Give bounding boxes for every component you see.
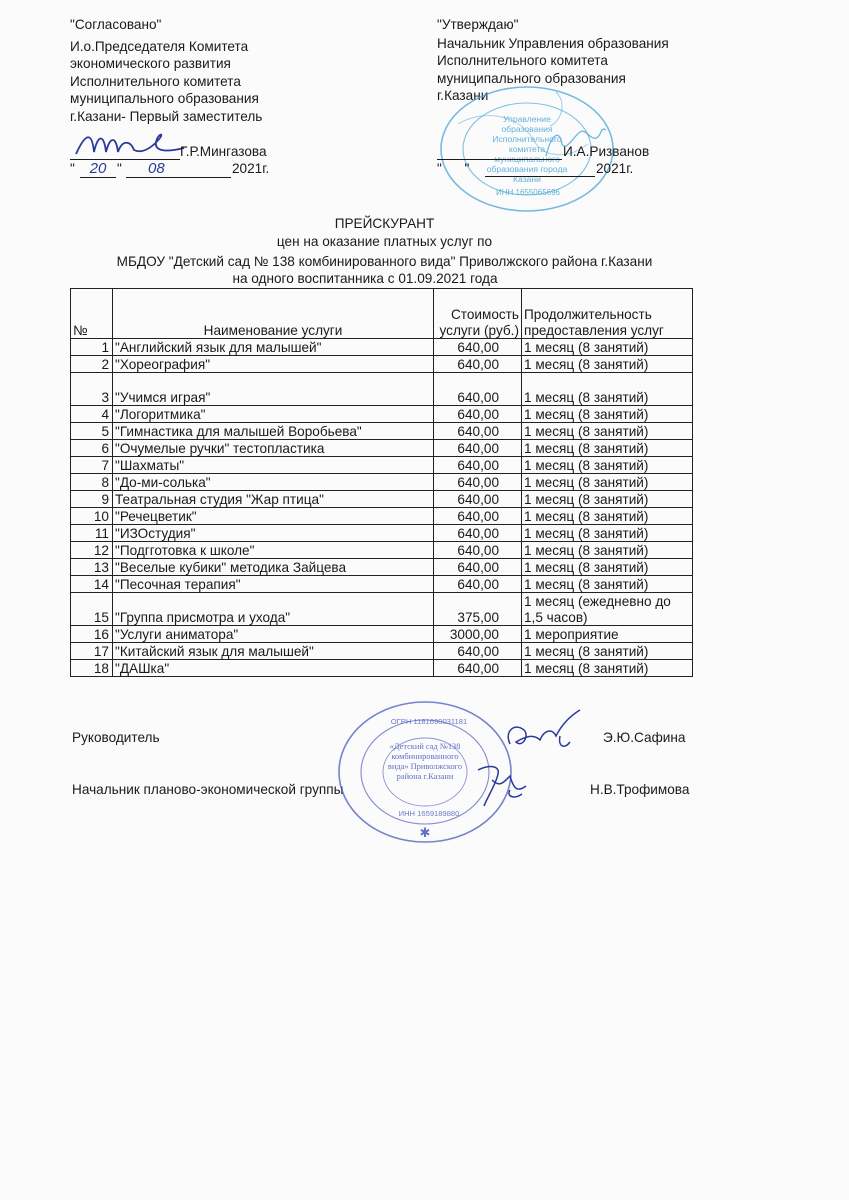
approval-stamp-inn: ИНН 1655065696 (495, 188, 561, 197)
table-row (71, 525, 693, 542)
econ-label: Начальник планово-экономической группы (72, 782, 344, 797)
row-duration: 1 месяц (8 занятий) (522, 356, 693, 373)
organization-stamp-text: «Детский сад №138 комбинированного вида» Приволжского района г.Казани (387, 742, 463, 781)
table-header-row (71, 289, 693, 339)
row-number: 3 (71, 373, 113, 406)
left-line: муниципального образования (70, 91, 259, 106)
title-line-1: цен на оказание платных услуг по (276, 234, 493, 249)
row-duration: 1 месяц (8 занятий) (522, 491, 693, 508)
row-duration: 1 месяц (8 занятий) (522, 508, 693, 525)
row-number: 13 (71, 559, 113, 576)
left-date-day: 20 (80, 160, 116, 178)
row-number: 8 (71, 474, 113, 491)
row-price: 640,00 (434, 660, 522, 677)
header-duration-line: предоставления услуг (524, 322, 664, 338)
left-date-close-quote: " (117, 161, 122, 176)
header-service-name: Наименование услуги (113, 289, 434, 339)
row-number: 14 (71, 576, 113, 593)
econ-name: Н.В.Трофимова (590, 782, 690, 797)
row-number: 15 (71, 593, 113, 626)
row-service-name: "Подгготовка к школе" (113, 542, 434, 559)
row-price: 640,00 (434, 576, 522, 593)
row-price: 640,00 (434, 339, 522, 356)
table-row (71, 423, 693, 440)
row-price: 640,00 (434, 508, 522, 525)
row-number: 1 (71, 339, 113, 356)
row-duration: 1 месяц (8 занятий) (522, 660, 693, 677)
row-duration: 1 месяц (8 занятий) (522, 339, 693, 356)
left-date-month: 08 (126, 160, 231, 178)
row-number: 6 (71, 440, 113, 457)
left-line: г.Казани- Первый заместитель (70, 109, 263, 124)
right-line: г.Казани (437, 88, 489, 103)
row-number: 17 (71, 643, 113, 660)
row-number: 16 (71, 626, 113, 643)
row-duration: 1 месяц (8 занятий) (522, 559, 693, 576)
row-duration: 1 месяц (8 занятий) (522, 373, 693, 406)
row-service-name: "Веселые кубики" методика Зайцева (113, 559, 434, 576)
right-line: Начальник Управления образования (437, 36, 669, 51)
table-row (71, 542, 693, 559)
row-price: 640,00 (434, 525, 522, 542)
row-service-name: "ДАШка" (113, 660, 434, 677)
row-service-name: "Логоритмика" (113, 406, 434, 423)
row-duration: 1 мероприятие (522, 626, 693, 643)
header-duration-line: Продолжительность (524, 307, 652, 322)
approval-stamp-text: Управление образования Исполнительного комитета муниципального образования города Казани (486, 114, 568, 184)
row-number: 5 (71, 423, 113, 440)
right-date-line (485, 176, 595, 177)
row-service-name: "Очумелые ручки" тестопластика (113, 440, 434, 457)
right-line: Исполнительного комитета (437, 53, 608, 68)
table-row (71, 373, 693, 406)
row-duration: 1 месяц (8 занятий) (522, 474, 693, 491)
econ-handwritten-signature (470, 760, 540, 810)
header-duration (522, 289, 693, 339)
table-row (71, 643, 693, 660)
row-service-name: "Речецветик" (113, 508, 434, 525)
right-date-quotes: " " (437, 161, 470, 176)
row-number: 7 (71, 457, 113, 474)
row-service-name: "ИЗОстудия" (113, 525, 434, 542)
row-duration: 1 месяц (ежедневно до 1,5 часов) (522, 593, 693, 626)
left-line: Исполнительного комитета (70, 74, 241, 89)
table-row (71, 457, 693, 474)
row-service-name: "Шахматы" (113, 457, 434, 474)
row-number: 4 (71, 406, 113, 423)
left-date-open-quote: " (70, 161, 75, 176)
row-duration: 1 месяц (8 занятий) (522, 440, 693, 457)
row-duration: 1 месяц (8 занятий) (522, 576, 693, 593)
right-line: муниципального образования (437, 71, 626, 86)
row-number: 10 (71, 508, 113, 525)
row-price: 640,00 (434, 643, 522, 660)
table-row (71, 339, 693, 356)
row-price: 375,00 (434, 593, 522, 626)
row-service-name: "Гимнастика для малышей Воробьева" (113, 423, 434, 440)
row-duration: 1 месяц (8 занятий) (522, 457, 693, 474)
title-line-3: на одного воспитанника с 01.09.2021 года (232, 271, 498, 286)
row-duration: 1 месяц (8 занятий) (522, 406, 693, 423)
row-number: 18 (71, 660, 113, 677)
right-date-year: 2021г. (596, 161, 634, 176)
table-row (71, 576, 693, 593)
table-row (71, 508, 693, 525)
row-duration: 1 месяц (8 занятий) (522, 643, 693, 660)
row-service-name: "Китайский язык для малышей" (113, 643, 434, 660)
table-row (71, 406, 693, 423)
row-number: 11 (71, 525, 113, 542)
right-signer-name: И.А.Ризванов (563, 144, 650, 159)
document-title: ПРЕЙСКУРАНТ (334, 216, 435, 231)
left-heading: "Согласовано" (70, 17, 162, 32)
table-row (71, 491, 693, 508)
table-row (71, 660, 693, 677)
row-service-name: "Группа присмотра и ухода" (113, 593, 434, 626)
header-cost-line: услуги (руб.) (439, 322, 519, 338)
head-label: Руководитель (72, 730, 160, 745)
stamp-star-icon: ✱ (419, 826, 431, 841)
row-number: 2 (71, 356, 113, 373)
row-price: 640,00 (434, 440, 522, 457)
left-line: экономического развития (70, 56, 231, 71)
organization-stamp-ogrn: ОГРН 1181690031181 (390, 717, 468, 726)
table-row (71, 440, 693, 457)
row-price: 640,00 (434, 423, 522, 440)
row-price: 3000,00 (434, 626, 522, 643)
row-price: 640,00 (434, 406, 522, 423)
header-number: № (71, 289, 113, 339)
price-table (70, 288, 693, 677)
row-price: 640,00 (434, 373, 522, 406)
row-service-name: "Хореография" (113, 356, 434, 373)
row-price: 640,00 (434, 457, 522, 474)
row-price: 640,00 (434, 474, 522, 491)
row-service-name: "Английский язык для малышей" (113, 339, 434, 356)
right-heading: "Утверждаю" (437, 17, 519, 32)
row-service-name: "Учимся играя" (113, 373, 434, 406)
left-line: И.о.Председателя Комитета (70, 39, 249, 54)
row-service-name: "Песочная терапия" (113, 576, 434, 593)
row-duration: 1 месяц (8 занятий) (522, 423, 693, 440)
header-cost-line: Стоимость (450, 307, 519, 322)
organization-stamp-inn: ИНН 1659189880 (398, 809, 460, 818)
row-number: 9 (71, 491, 113, 508)
row-number: 12 (71, 542, 113, 559)
row-price: 640,00 (434, 542, 522, 559)
table-row (71, 356, 693, 373)
title-line-2: МБДОУ "Детский сад № 138 комбинированного вида" Приволжского района г.Казани (116, 254, 653, 269)
left-date-year: 2021г. (232, 161, 270, 176)
row-service-name: "Услуги аниматора" (113, 626, 434, 643)
left-signer-name: Г.Р.Мингазова (180, 144, 267, 159)
table-row (71, 559, 693, 576)
head-name: Э.Ю.Сафина (603, 730, 686, 745)
row-price: 640,00 (434, 491, 522, 508)
table-row (71, 626, 693, 643)
row-price: 640,00 (434, 356, 522, 373)
row-duration: 1 месяц (8 занятий) (522, 525, 693, 542)
row-duration: 1 месяц (8 занятий) (522, 542, 693, 559)
table-row (71, 474, 693, 491)
row-service-name: Театральная студия "Жар птица" (113, 491, 434, 508)
row-service-name: "До-ми-солька" (113, 474, 434, 491)
table-row (71, 593, 693, 626)
header-cost (434, 289, 522, 339)
head-handwritten-signature (500, 706, 590, 756)
row-price: 640,00 (434, 559, 522, 576)
